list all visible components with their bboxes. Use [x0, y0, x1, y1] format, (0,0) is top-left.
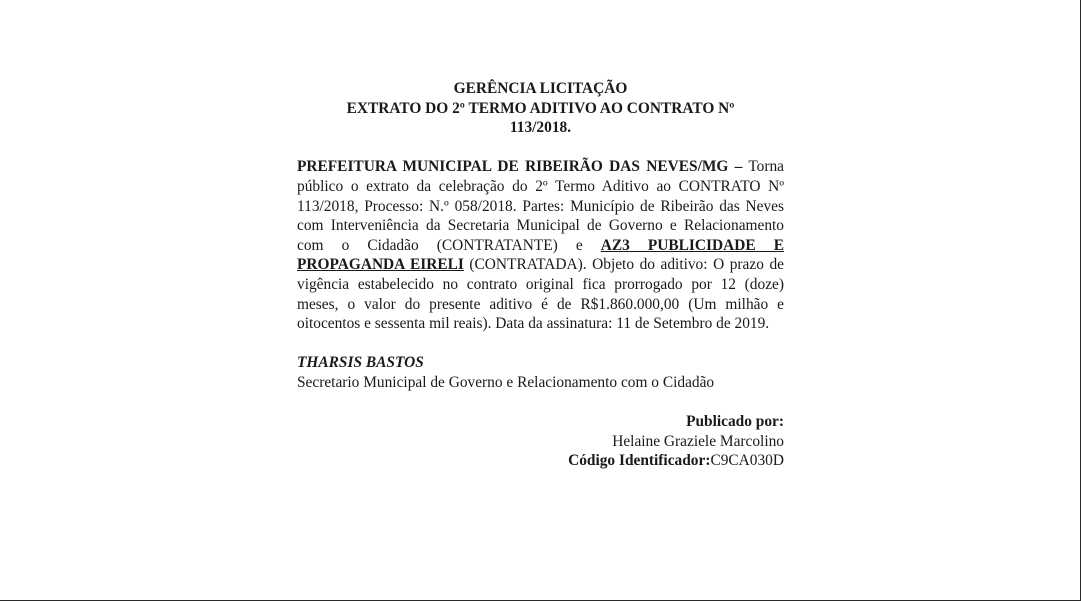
extract-body-paragraph	[297, 157, 784, 333]
body-text-part-1: Torna público o extrato da celebração do 2º Termo Aditivo ao CONTRATO Nº 113/2018, Processo: N.º 058/2018. Partes: Município de Ribeirão das Neves com Interveniência da Secretaria Municipal de Governo e Relacionamento com o Cidadão (CONTRATANTE) e	[297, 158, 785, 254]
heading-line-2: EXTRATO DO 2º TERMO ADITIVO AO CONTRATO Nº	[346, 99, 735, 117]
publisher-name: Helaine Graziele Marcolino	[612, 432, 784, 450]
body-text-part-2: (CONTRATADA). Objeto do aditivo: O prazo de vigência estabelecido no contrato original fica prorrogado por 12 (doze) meses, o valor do presente aditivo é de R$1.860.000,00 (Um milhão e oitocentos e sessenta mil reais). Data da assinatura: 11 de Setembro de 2019.	[297, 256, 784, 333]
document-extract	[297, 79, 784, 471]
signer-block	[297, 353, 784, 392]
identifier-code-line	[297, 451, 784, 471]
identifier-code-value: C9CA030D	[710, 452, 784, 470]
contractor-name: AZ3 PUBLICIDADE E PROPAGANDA EIRELI	[297, 236, 784, 274]
publication-block	[297, 412, 784, 471]
signer-name: THARSIS BASTOS	[297, 354, 424, 372]
document-heading	[297, 79, 784, 138]
identifier-code-label: Código Identificador:	[568, 452, 711, 470]
published-by-label: Publicado por:	[686, 413, 784, 431]
signer-title: Secretario Municipal de Governo e Relacionamento com o Cidadão	[297, 373, 715, 391]
heading-line-3: 113/2018.	[509, 119, 572, 137]
entity-name: PREFEITURA MUNICIPAL DE RIBEIRÃO DAS NEVES/MG –	[297, 158, 743, 176]
heading-line-1: GERÊNCIA LICITAÇÃO	[453, 80, 628, 97]
